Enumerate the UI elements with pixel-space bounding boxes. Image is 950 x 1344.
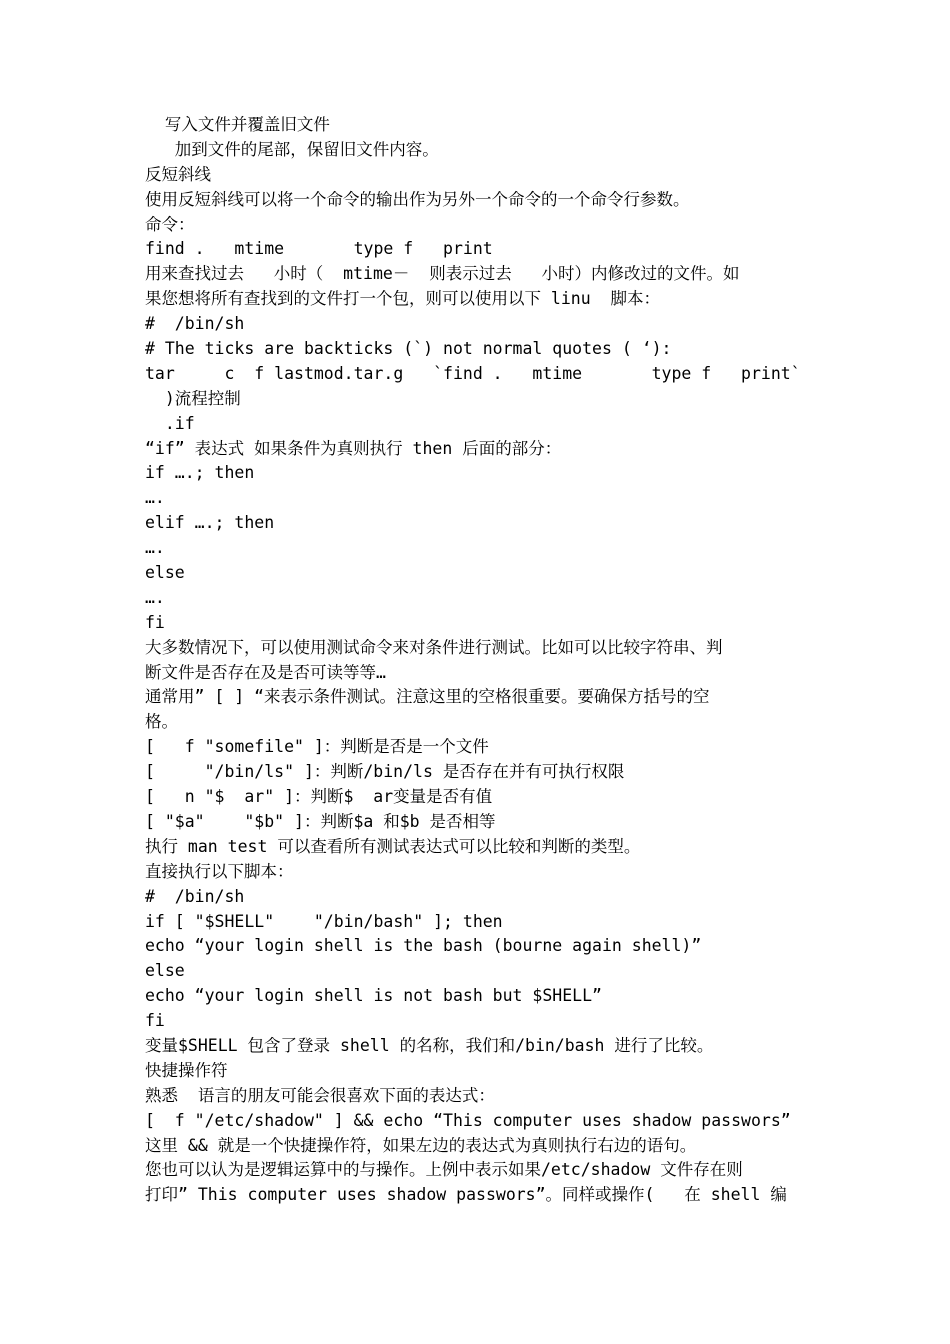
text-line: # /bin/sh	[145, 314, 245, 334]
text-line: 反短斜线	[145, 164, 211, 184]
document-body	[145, 113, 825, 1208]
text-line: 格。	[145, 712, 178, 732]
text-line: 变量$SHELL 包含了登录 shell 的名称，我们和/bin/bash 进行了比较。	[145, 1035, 714, 1055]
text-line: )流程控制	[145, 388, 241, 408]
text-line: ….	[145, 587, 165, 607]
text-line: “if” 表达式 如果条件为真则执行 then 后面的部分：	[145, 438, 562, 458]
text-line: 写入文件并覆盖旧文件	[145, 115, 330, 134]
text-line: else	[145, 961, 185, 981]
text-line: [ n "$ ar" ]：判断$ ar变量是否有值	[145, 787, 493, 807]
text-line: # /bin/sh	[145, 886, 245, 906]
text-line: [ f "/etc/shadow" ] && echo “This computer uses shadow passwors”	[145, 1110, 791, 1130]
text-line: if [ "$SHELL" "/bin/bash" ]; then	[145, 911, 503, 931]
text-line: [ "$a" "$b" ]：判断$a 和$b 是否相等	[145, 811, 496, 831]
text-line: elif ….; then	[145, 513, 275, 533]
text-line: fi	[145, 1011, 165, 1031]
text-line: tar c f lastmod.tar.g `find . mtime type f print`	[145, 363, 801, 383]
text-line: else	[145, 563, 185, 583]
text-line: # The ticks are backticks (`) not normal quotes ( ‘):	[145, 339, 672, 359]
text-line: 命令：	[145, 214, 195, 234]
text-line: fi	[145, 612, 165, 632]
text-line: find . mtime type f print	[145, 239, 493, 259]
text-line: [ f "somefile" ]：判断是否是一个文件	[145, 737, 489, 757]
text-line: 大多数情况下，可以使用测试命令来对条件进行测试。比如可以比较字符串、判	[145, 637, 723, 657]
text-line: 使用反短斜线可以将一个命令的输出作为另外一个命令的一个命令行参数。	[145, 189, 690, 209]
text-line: 执行 man test 可以查看所有测试表达式可以比较和判断的类型。	[145, 836, 641, 856]
text-line: .if	[145, 413, 195, 433]
text-line: 快捷操作符	[145, 1060, 228, 1080]
text-line: 打印” This computer uses shadow passwors”。同样或操作( 在 shell 编	[145, 1185, 787, 1205]
text-line: 断文件是否存在及是否可读等等…	[145, 662, 386, 682]
text-line: [ "/bin/ls" ]：判断/bin/ls 是否存在并有可执行权限	[145, 762, 625, 782]
text-line: 通常用” [ ] “来表示条件测试。注意这里的空格很重要。要确保方括号的空	[145, 687, 710, 707]
text-line: echo “your login shell is the bash (bourne again shell)”	[145, 936, 702, 956]
text-line: 这里 && 就是一个快捷操作符，如果左边的表达式为真则执行右边的语句。	[145, 1135, 697, 1155]
text-line: ….	[145, 488, 165, 508]
text-line: echo “your login shell is not bash but $SHELL”	[145, 986, 602, 1006]
text-line: 直接执行以下脚本：	[145, 861, 294, 881]
text-line: ….	[145, 538, 165, 558]
text-line: 用来查找过去 小时（ mtime－ 则表示过去 小时）内修改过的文件。如	[145, 264, 740, 284]
text-line: 熟悉 语言的朋友可能会很喜欢下面的表达式：	[145, 1085, 495, 1105]
text-line: 您也可以认为是逻辑运算中的与操作。上例中表示如果/etc/shadow 文件存在则	[145, 1160, 743, 1180]
text-line: 加到文件的尾部，保留旧文件内容。	[145, 139, 439, 159]
text-line: 果您想将所有查找到的文件打一个包，则可以使用以下 linu 脚本：	[145, 289, 661, 309]
text-line: if ….; then	[145, 463, 255, 483]
